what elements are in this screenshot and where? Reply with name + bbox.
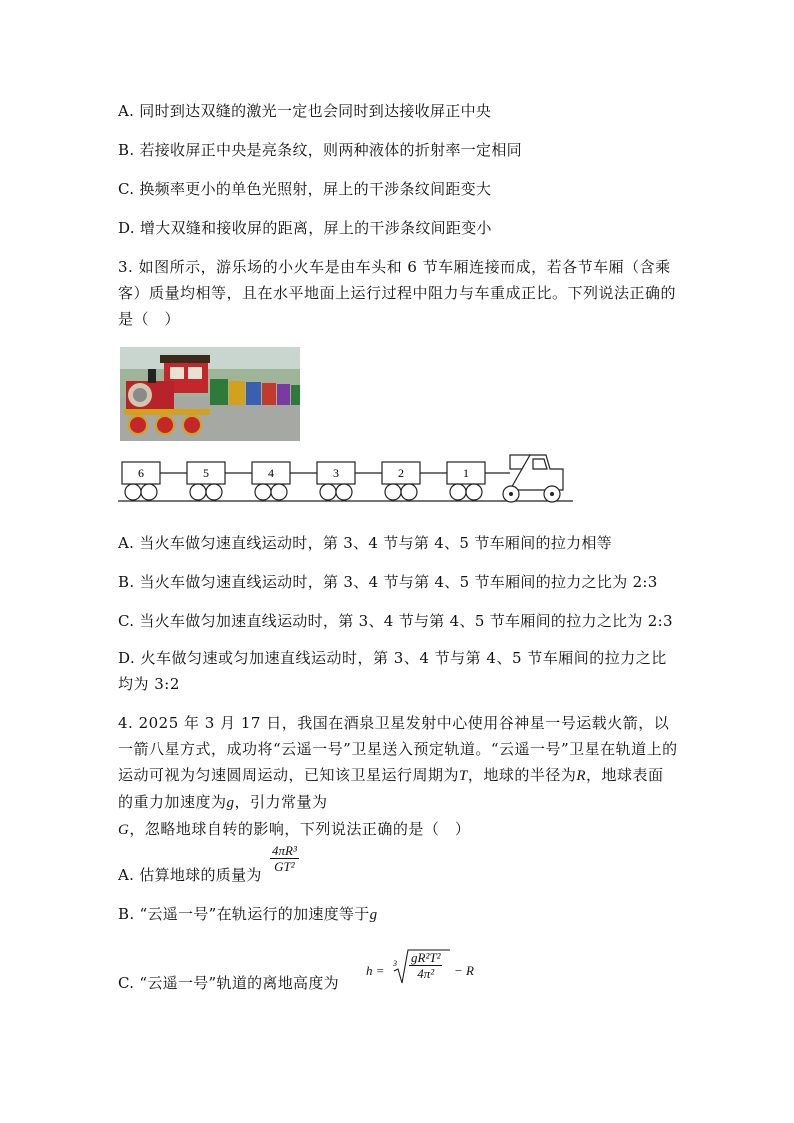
train-car-1 (447, 462, 485, 500)
wheel (141, 484, 157, 500)
q4-option-c: C. “云遥一号”轨道的离地高度为 (118, 974, 339, 992)
locomotive-icon (503, 455, 563, 502)
wheel (320, 484, 336, 500)
q2-option-a: A. 同时到达双缝的激光一定也会同时到达接收屏正中央 (118, 102, 492, 120)
train-photo (120, 347, 300, 441)
q3-option-a: A. 当火车做匀速直线运动时，第 3、4 节与第 4、5 节车厢间的拉力相等 (118, 534, 613, 552)
train-car-label: 5 (203, 466, 209, 480)
train-diagram (118, 452, 578, 510)
q3-option-c: C. 当火车做匀加速直线运动时，第 3、4 节与第 4、5 节车厢间的拉力之比为 2:3 (118, 612, 673, 630)
var-g: g (226, 795, 235, 811)
wheel (271, 484, 287, 500)
wheel (401, 484, 417, 500)
q2-option-b: B. 若接收屏正中央是亮条纹，则两种液体的折射率一定相同 (118, 141, 522, 159)
train-car-label: 4 (268, 466, 274, 480)
q3-option-d: D. 火车做匀速或匀加速直线运动时，第 3、4 节与第 4、5 节车厢间的拉力之比均为 3:2 (118, 649, 667, 693)
wheel (206, 484, 222, 500)
wheel (450, 484, 466, 500)
q4-option-a: A. 估算地球的质量为 (118, 866, 262, 884)
train-car-5 (187, 462, 225, 500)
train-car-label: 3 (333, 466, 339, 480)
height-formula: h = 3 $\frac{\text{gR²T²}}{\text{4π²}}$ − R (366, 947, 486, 987)
q2-option-c: C. 换频率更小的单色光照射，屏上的干涉条纹间距变大 (118, 180, 492, 198)
train-car-4 (252, 462, 290, 500)
var-R: R (576, 768, 587, 784)
train-car-label: 1 (463, 466, 469, 480)
train-car-6 (122, 462, 160, 500)
wheel (385, 484, 401, 500)
wheel (466, 484, 482, 500)
q4-option-b: B. “云遥一号”在轨运行的加速度等于g (118, 905, 378, 923)
q4-stem: 4. 2025 年 3 月 17 日，我国在酒泉卫星发射中心使用谷神星一号运载火箭，以一箭八星方式，成功将“云遥一号”卫星送入预定轨道。“云遥一号”卫星在轨道上的运动可视为匀速圆周运动，已知该卫星运行周期为T，地球的半径为R，地球表面的重力加速度为g，引力常量为G，忽略地球自转的影响，下列说法正确的是（ ） (118, 714, 678, 838)
mass-formula: $\frac{\text{4πR³}}{\text{GT²}}$ (272, 843, 297, 874)
train-car-label: 2 (398, 466, 404, 480)
var-G: G (118, 822, 130, 838)
wheel (190, 484, 206, 500)
train-car-2 (382, 462, 420, 500)
train-car-3 (317, 462, 355, 500)
var-T: T (459, 768, 468, 784)
wheel (336, 484, 352, 500)
wheel (125, 484, 141, 500)
q3-option-b: B. 当火车做匀速直线运动时，第 3、4 节与第 4、5 节车厢间的拉力之比为 2:3 (118, 573, 658, 591)
wheel (255, 484, 271, 500)
q3-stem: 3. 如图所示，游乐场的小火车是由车头和 6 节车厢连接而成，若各节车厢（含乘客）质量均相等，且在水平地面上运行过程中阻力与车重成正比。下列说法正确的是（ ） (118, 258, 677, 328)
q2-option-d: D. 增大双缝和接收屏的距离，屏上的干涉条纹间距变小 (118, 219, 492, 237)
train-car-label: 6 (138, 466, 144, 480)
